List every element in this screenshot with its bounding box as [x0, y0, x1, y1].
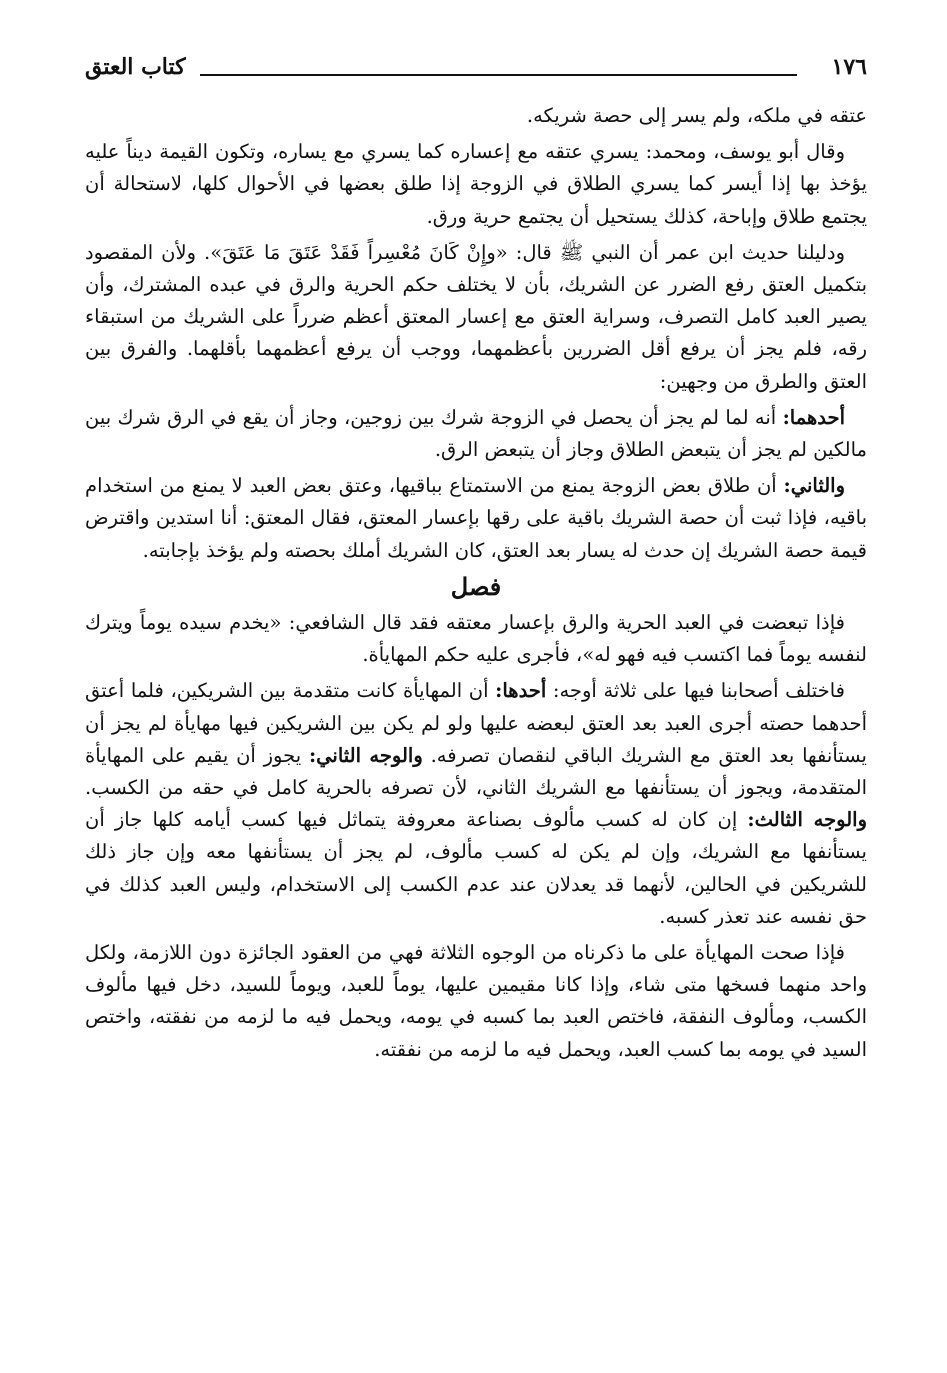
paragraph-lead: أحدها:: [495, 679, 547, 703]
book-title: كتاب العتق: [85, 54, 186, 80]
paragraph-text: عتقه في ملكه، ولم يسر إلى حصة شريكه.: [526, 104, 867, 127]
paragraph-text: يجوز أن يقيم على المهايأة المتقدمة، ويجوز أن يستأنفها مع الشريك الثاني، لأن تصرفه بالحرية كامل في حقه من الكسب.: [85, 743, 867, 800]
paragraph-text: أن طلاق بعض الزوجة يمنع من الاستمتاع بباقيها، وعتق بعض العبد لا يمنع من استخدام باقيه، فإذا ثبت أن حصة الشريك باقية على رقها بإعسار المعتق، فقال المعتق: أنا استدين واقترض قيمة حصة الشريك إن حدث له يسار بعد العتق، كان الشريك أملك بحصته ولم يؤخذ بإجابته.: [85, 474, 867, 562]
page-number: ١٧٦: [831, 54, 867, 80]
paragraph-text: فإذا صحت المهايأة على ما ذكرناه من الوجوه الثلاثة فهي من العقود الجائزة دون اللازمة، ولكل واحد منهما فسخها متى شاء، وإذا كانا مقيمين عليها، يوماً للعبد، ويوماً للسيد، دخل فيها مألوف الكسب، ومألوف النفقة، فاختص العبد بما كسبه في يومه، ويحمل فيه ما لزمه من نفقته، واختص السيد في يومه بما كسب العبد، ويحمل فيه ما لزمه من نفقته.: [85, 941, 867, 1061]
paragraph-text: فاختلف أصحابنا فيها على ثلاثة أوجه:: [546, 679, 845, 703]
paragraph: [85, 237, 867, 398]
paragraph: [85, 675, 867, 933]
paragraph: [85, 100, 867, 132]
section-heading: فصل: [450, 571, 502, 601]
paragraph-text: أن المهايأة كانت متقدمة بين الشريكين، فلما أعتق أحدهما حصته أجرى العبد بعد العتق لبعضه عليها ولو لم يكن بين الشريكين فيها مهايأة لم يجز أن يستأنفها بعد العتق مع الشريك الباقي لنقصان تصرفه.: [85, 679, 867, 767]
page-header: [85, 54, 867, 94]
paragraph-lead: أحدهما:: [782, 405, 845, 429]
paragraph: [85, 470, 867, 567]
paragraph-text: أنه لما لم يجز أن يحصل في الزوجة شرك بين زوجين، وجاز أن يقع في الرق شرك بين مالكين لم يجز أن يتبعض الطلاق وجاز أن يتبعض الرق.: [85, 405, 867, 462]
header-rule: [200, 74, 797, 76]
paragraph: [85, 136, 867, 233]
paragraph-text: إن كان له كسب مألوف بصناعة معروفة يتماثل فيها كسب أيامه كلها جاز أن يستأنفها مع الشريك، وإن لم يكن له كسب مألوف، لم يجز أن يستأنفها معه وإن جاز ذلك للشريكين في الحالين، لأنهما قد يعدلان عند عدم الكسب إلى الاستخدام، وليس العبد كذلك في حق نفسه عند تعذر كسبه.: [85, 808, 867, 928]
paragraph-lead: والوجه الثالث:: [747, 808, 867, 832]
paragraph-text: ودليلنا حديث ابن عمر أن النبي ﷺ قال: «وإِنْ كَانَ مُعْسِراً فَقَدْ عَتَقَ مَا عَتَقَ». ولأن المقصود بتكميل العتق رفع الضرر عن الشريك، بأن لا يختلف حكم الحرية والرق في عبده المشترك، وأن يصير العبد كامل التصرف، وسراية العتق مع إعسار المعتق أعظم ضرراً على الشريك من استبقاء رقه، فلم يجز أن يرفع أقل الضررين بأعظمهما، ووجب أن يرفع أعظمهما بأقلهما. والفرق بين العتق والطرق من وجهين:: [85, 240, 867, 393]
paragraph: [85, 402, 867, 466]
body-text: [85, 100, 867, 1070]
paragraph-lead: والوجه الثاني:: [308, 743, 423, 767]
paragraph-text: وقال أبو يوسف، ومحمد: يسري عتقه مع إعساره كما يسري مع يساره، وتكون القيمة ديناً عليه يؤخذ بها إذا أيسر كما يسري الطلاق في الزوجة إذا طلق بعضها في الأحوال كلها، لاستحالة أن يجتمع طلاق وإباحة، كذلك يستحيل أن يجتمع حرية ورق.: [85, 140, 867, 228]
paragraph: [85, 937, 867, 1066]
paragraph: [85, 607, 867, 671]
paragraph-text: فإذا تبعضت في العبد الحرية والرق بإعسار معتقه فقد قال الشافعي: «يخدم سيده يوماً ويترك لنفسه يوماً فما اكتسب فيه فهو له»، فأجرى عليه حكم المهايأة.: [85, 611, 867, 667]
paragraph-lead: والثاني:: [783, 474, 845, 498]
